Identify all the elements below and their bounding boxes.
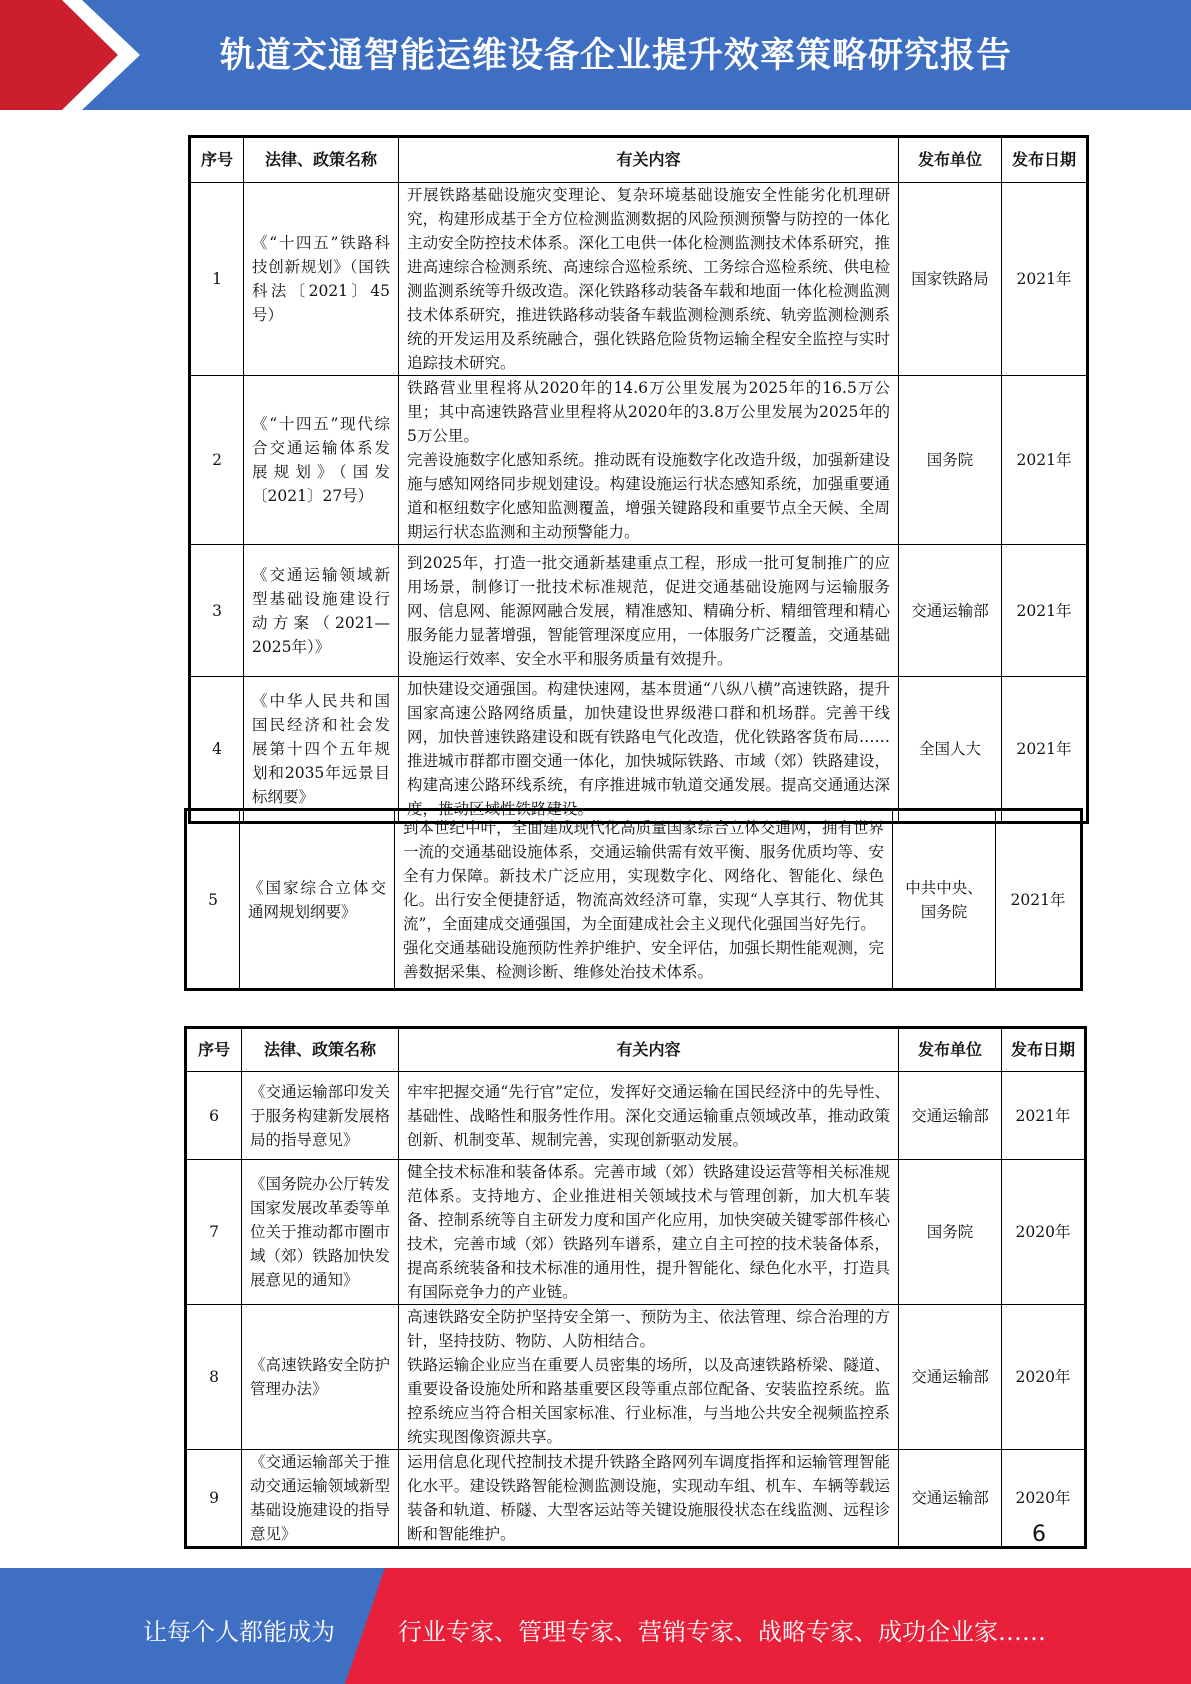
row-no: 1	[190, 183, 244, 376]
header-arrow-decoration	[0, 0, 150, 110]
row-content	[399, 1160, 899, 1305]
row-no: 8	[186, 1305, 242, 1450]
row-date: 2021年	[1002, 545, 1088, 677]
row-content	[399, 1072, 899, 1160]
row-unit: 交通运输部	[899, 1450, 1002, 1548]
table-row	[186, 1160, 1086, 1305]
header-no: 序号	[190, 137, 244, 183]
row-date: 2021年	[1002, 1072, 1086, 1160]
row-name: 《国家综合立体交通网规划纲要》	[240, 810, 395, 990]
row-content	[399, 1305, 899, 1450]
row-unit: 交通运输部	[899, 545, 1002, 677]
row-no: 7	[186, 1160, 242, 1305]
content-paragraph: 健全技术标准和装备体系。完善市域（郊）铁路建设运营等相关标准规范体系。支持地方、企业推进相关领域技术与管理创新，加大机车装备、控制系统等自主研发力度和国产化应用，加快突破关键零部件核心技术，完善市域（郊）铁路列车谱系，建立自主可控的技术装备体系，提高系统装备和技术标准的通用性，提升智能化、绿色化水平，打造具有国际竞争力的产业链。	[407, 1163, 890, 1301]
header-no: 序号	[186, 1028, 242, 1072]
content-paragraph: 牢牢把握交通“先行官”定位，发挥好交通运输在国民经济中的先导性、基础性、战略性和服务性作用。深化交通运输重点领域改革，推动政策创新、机制变革、规制完善，实现创新驱动发展。	[407, 1082, 890, 1149]
row-name: 《交通运输领域新型基础设施建设行动方案（2021—2025年）》	[244, 545, 399, 677]
content-paragraph: 强化交通基础设施预防性养护维护、安全评估，加强长期性能观测，完善数据采集、检测诊断、维修处治技术体系。	[403, 938, 884, 981]
row-unit: 国家铁路局	[899, 183, 1002, 376]
row-no: 5	[186, 810, 240, 990]
content-paragraph: 铁路运输企业应当在重要人员密集的场所，以及高速铁路桥梁、隧道、重要设备设施处所和路基重要区段等重点部位配备、安装监控系统。监控系统应当符合相关国家标准、行业标准，与当地公共安全视频监控系统实现图像资源共享。	[407, 1356, 890, 1446]
table-row	[190, 677, 1088, 823]
row-name: 《交通运输部印发关于服务构建新发展格局的指导意见》	[242, 1072, 399, 1160]
row-content	[399, 545, 899, 677]
row-date: 2021年	[1002, 677, 1088, 823]
header-unit: 发布单位	[899, 1028, 1002, 1072]
table-row	[190, 183, 1088, 376]
header-date: 发布日期	[1002, 137, 1088, 183]
table-row	[186, 1072, 1086, 1160]
table-row	[190, 545, 1088, 677]
table-row	[186, 810, 1082, 990]
row-name: 《中华人民共和国国民经济和社会发展第十四个五年规划和2035年远景目标纲要》	[244, 677, 399, 823]
header-name: 法律、政策名称	[244, 137, 399, 183]
row-content	[399, 677, 899, 823]
table-row	[190, 376, 1088, 545]
row-name: 《交通运输部关于推动交通运输领域新型基础设施建设的指导意见》	[242, 1450, 399, 1548]
table-header-row	[186, 1028, 1086, 1072]
policy-table-1	[188, 135, 1089, 824]
content-paragraph: 到2025年，打造一批交通新基建重点工程，形成一批可复制推广的应用场景，制修订一批技术标准规范，促进交通基础设施网与运输服务网、信息网、能源网融合发展，精准感知、精确分析、精细管理和精心服务能力显著增强，智能管理深度应用，一体服务广泛覆盖，交通基础设施运行效率、安全水平和服务质量有效提升。	[407, 553, 890, 668]
footer-slogan-left: 让每个人都能成为	[143, 1618, 335, 1646]
row-unit: 中共中央、国务院	[893, 810, 996, 990]
row-no: 2	[190, 376, 244, 545]
row-date: 2021年	[996, 810, 1082, 990]
row-date: 2020年	[1002, 1160, 1086, 1305]
row-date: 2021年	[1002, 183, 1088, 376]
header-name: 法律、政策名称	[242, 1028, 399, 1072]
report-title: 轨道交通智能运维设备企业提升效率策略研究报告	[220, 36, 1013, 76]
content-paragraph: 运用信息化现代控制技术提升铁路全路网列车调度指挥和运输管理智能化水平。建设铁路智能检测监测设施，实现动车组、机车、车辆等载运装备和轨道、桥隧、大型客运站等关键设施服役状态在线监测、远程诊断和智能维护。	[407, 1453, 890, 1543]
page-number: 6	[1032, 1522, 1046, 1547]
row-content	[395, 810, 893, 990]
content-paragraph: 高速铁路安全防护坚持安全第一、预防为主、依法管理、综合治理的方针，坚持技防、物防、人防相结合。	[407, 1308, 890, 1350]
content-paragraph: 完善设施数字化感知系统。推动既有设施数字化改造升级，加强新建设施与感知网络同步规划建设。构建设施运行状态感知系统，加强重要通道和枢纽数字化感知监测覆盖，增强关键路段和重要节点全天候、全周期运行状态监测和主动预警能力。	[407, 451, 890, 541]
content-paragraph: 到本世纪中叶，全面建成现代化高质量国家综合立体交通网，拥有世界一流的交通基础设施体系，交通运输供需有效平衡、服务优质均等、安全有力保障。新技术广泛应用，实现数字化、网络化、智能化、绿色化。出行安全便捷舒适，物流高效经济可靠，实现“人享其行、物优其流”，全面建成交通强国，为全面建成社会主义现代化强国当好先行。	[403, 818, 884, 933]
header-content: 有关内容	[399, 137, 899, 183]
page-header	[0, 0, 1191, 110]
row-unit: 国务院	[899, 1160, 1002, 1305]
row-content	[399, 376, 899, 545]
content-paragraph: 加快建设交通强国。构建快速网，基本贯通“八纵八横”高速铁路，提升国家高速公路网络质量，加快建设世界级港口群和机场群。完善干线网，加快普速铁路建设和既有铁路电气化改造，优化铁路客货布局……推进城市群都市圈交通一体化，加快城际铁路、市域（郊）铁路建设，构建高速公路环线系统，有序推进城市轨道交通发展。提高交通通达深度，推动区域性铁路建设。	[407, 680, 890, 818]
row-no: 6	[186, 1072, 242, 1160]
policy-table-2	[184, 808, 1083, 991]
row-date: 2020年	[1002, 1450, 1086, 1548]
row-no: 4	[190, 677, 244, 823]
row-content	[399, 1450, 899, 1548]
row-name: 《国务院办公厅转发国家发展改革委等单位关于推动都市圈市域（郊）铁路加快发展意见的通知》	[242, 1160, 399, 1305]
row-name: 《“十四五”现代综合交通运输体系发展规划》（国发〔2021〕27号）	[244, 376, 399, 545]
header-date: 发布日期	[1002, 1028, 1086, 1072]
footer-slogan-right: 行业专家、管理专家、营销专家、战略专家、成功企业家……	[398, 1618, 1046, 1646]
header-unit: 发布单位	[899, 137, 1002, 183]
row-date: 2021年	[1002, 376, 1088, 545]
page-footer	[0, 1568, 1191, 1684]
row-no: 9	[186, 1450, 242, 1548]
row-unit: 交通运输部	[899, 1072, 1002, 1160]
table-header-row	[190, 137, 1088, 183]
row-name: 《高速铁路安全防护管理办法》	[242, 1305, 399, 1450]
row-no: 3	[190, 545, 244, 677]
header-content: 有关内容	[399, 1028, 899, 1072]
row-content	[399, 183, 899, 376]
row-unit: 国务院	[899, 376, 1002, 545]
content-paragraph: 铁路营业里程将从2020年的14.6万公里发展为2025年的16.5万公里；其中高速铁路营业里程将从2020年的3.8万公里发展为2025年的5万公里。	[407, 379, 890, 445]
row-name: 《“十四五”铁路科技创新规划》（国铁科法〔2021〕45号）	[244, 183, 399, 376]
row-unit: 全国人大	[899, 677, 1002, 823]
policy-table-3	[184, 1026, 1087, 1549]
table-row	[186, 1450, 1086, 1548]
table-row	[186, 1305, 1086, 1450]
row-date: 2020年	[1002, 1305, 1086, 1450]
row-unit: 交通运输部	[899, 1305, 1002, 1450]
content-paragraph: 开展铁路基础设施灾变理论、复杂环境基础设施安全性能劣化机理研究，构建形成基于全方位检测监测数据的风险预测预警与防控的一体化主动安全防控技术体系。深化工电供一体化检测监测技术体系研究，推进高速综合检测系统、高速综合巡检系统、工务综合巡检系统、供电检测监测系统等升级改造。深化铁路移动装备车载和地面一体化检测监测技术体系研究，推进铁路移动装备车载监测检测系统、轨旁监测检测系统的开发运用及系统融合，强化铁路危险货物运输全程安全监控与实时追踪技术研究。	[407, 186, 890, 372]
